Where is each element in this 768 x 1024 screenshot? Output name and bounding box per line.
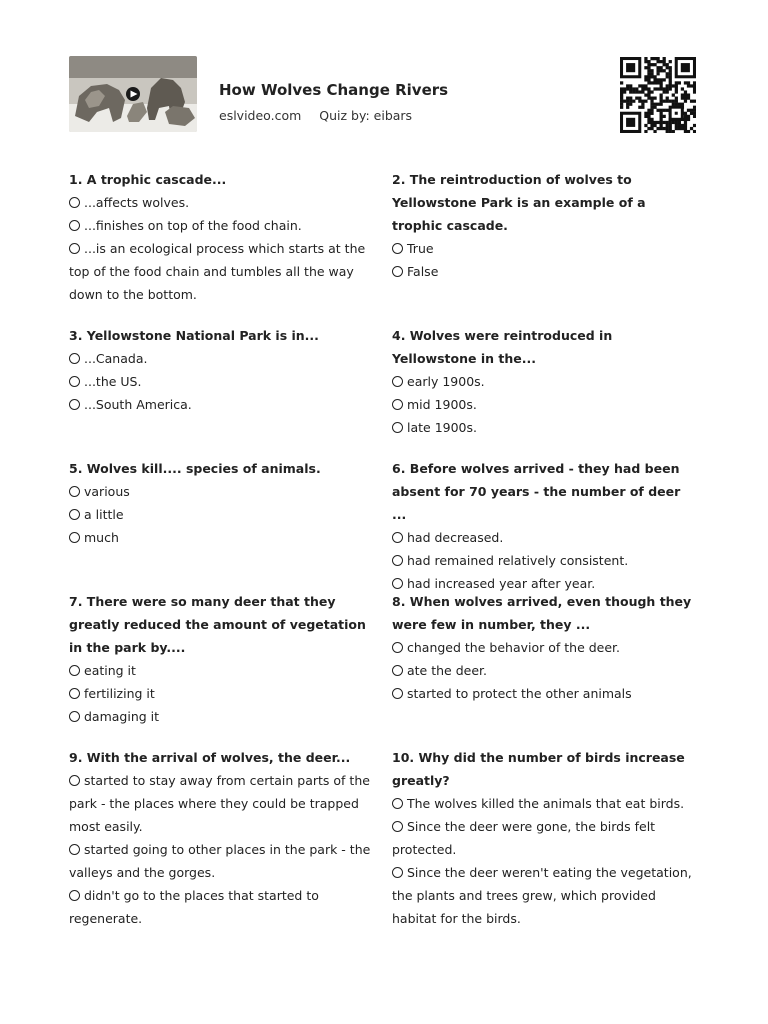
radio-icon[interactable] — [69, 399, 80, 410]
question-8-option-b[interactable]: ate the deer. — [392, 659, 698, 682]
question-1 — [69, 168, 375, 306]
question-8-option-c[interactable]: started to protect the other animals — [392, 682, 698, 705]
quiz-author: Quiz by: eibars — [319, 108, 413, 123]
radio-icon[interactable] — [69, 243, 80, 254]
question-10-option-c[interactable]: Since the deer weren't eating the vegetation, the plants and trees grew, which provided habitat for the birds. — [392, 865, 692, 926]
question-7-option-a[interactable]: eating it — [69, 659, 375, 682]
source-line — [219, 108, 412, 123]
question-8 — [392, 590, 698, 705]
radio-icon[interactable] — [69, 711, 80, 722]
question-6 — [392, 457, 698, 595]
radio-icon[interactable] — [69, 775, 80, 786]
question-5-option-a[interactable]: various — [69, 480, 375, 503]
question-5-option-c[interactable]: much — [69, 526, 375, 549]
radio-icon[interactable] — [392, 555, 403, 566]
radio-icon[interactable] — [392, 578, 403, 589]
radio-icon[interactable] — [69, 844, 80, 855]
worksheet-header — [69, 56, 699, 132]
question-3-option-a[interactable]: ...Canada. — [69, 347, 375, 370]
question-10 — [392, 746, 698, 930]
radio-icon[interactable] — [392, 688, 403, 699]
question-8-option-a[interactable]: changed the behavior of the deer. — [392, 636, 698, 659]
question-4-option-b[interactable]: mid 1900s. — [392, 393, 698, 416]
question-8-title: 8. When wolves arrived, even though they were few in number, they ... — [392, 594, 692, 632]
qr-code — [620, 57, 696, 133]
question-6-option-b[interactable]: had remained relatively consistent. — [392, 549, 698, 572]
question-4-option-c[interactable]: late 1900s. — [392, 416, 698, 439]
radio-icon[interactable] — [392, 665, 403, 676]
worksheet-title: How Wolves Change Rivers — [219, 81, 449, 99]
question-6-option-a[interactable]: had decreased. — [392, 526, 698, 549]
question-10-title: 10. Why did the number of birds increase greatly? — [392, 750, 685, 788]
video-thumbnail[interactable] — [69, 56, 197, 132]
question-3-title: 3. Yellowstone National Park is in... — [69, 328, 319, 343]
question-6-option-c[interactable]: had increased year after year. — [392, 572, 698, 595]
question-7 — [69, 590, 375, 728]
question-3 — [69, 324, 375, 416]
radio-icon[interactable] — [392, 821, 403, 832]
radio-icon[interactable] — [392, 532, 403, 543]
question-6-title: 6. Before wolves arrived - they had been absent for 70 years - the number of deer ... — [392, 461, 681, 522]
question-1-title: 1. A trophic cascade... — [69, 172, 227, 187]
radio-icon[interactable] — [69, 197, 80, 208]
question-1-option-b[interactable]: ...finishes on top of the food chain. — [69, 214, 375, 237]
question-9-option-a[interactable]: started to stay away from certain parts of the park - the places where they could be trapped most easily. — [69, 773, 370, 834]
question-3-option-b[interactable]: ...the US. — [69, 370, 375, 393]
question-1-option-c[interactable]: ...is an ecological process which starts at the top of the food chain and tumbles all the way down to the bottom. — [69, 241, 366, 302]
question-10-option-b[interactable]: Since the deer were gone, the birds felt protected. — [392, 819, 656, 857]
question-2-option-a[interactable]: True — [392, 237, 698, 260]
question-9-option-b[interactable]: started going to other places in the park - the valleys and the gorges. — [69, 842, 371, 880]
question-7-option-c[interactable]: damaging it — [69, 705, 375, 728]
radio-icon[interactable] — [392, 399, 403, 410]
question-4-title: 4. Wolves were reintroduced in Yellowstone in the... — [392, 328, 613, 366]
radio-icon[interactable] — [392, 422, 403, 433]
question-7-option-b[interactable]: fertilizing it — [69, 682, 375, 705]
question-1-option-a[interactable]: ...affects wolves. — [69, 191, 375, 214]
radio-icon[interactable] — [69, 688, 80, 699]
question-3-option-c[interactable]: ...South America. — [69, 393, 375, 416]
question-2 — [392, 168, 698, 283]
question-9-option-c[interactable]: didn't go to the places that started to regenerate. — [69, 888, 319, 926]
question-4 — [392, 324, 698, 439]
question-10-option-a[interactable]: The wolves killed the animals that eat birds. — [392, 792, 698, 815]
question-5-title: 5. Wolves kill.... species of animals. — [69, 461, 321, 476]
question-4-option-a[interactable]: early 1900s. — [392, 370, 698, 393]
radio-icon[interactable] — [69, 353, 80, 364]
radio-icon[interactable] — [69, 486, 80, 497]
radio-icon[interactable] — [69, 532, 80, 543]
question-9 — [69, 746, 375, 930]
question-5-option-b[interactable]: a little — [69, 503, 375, 526]
question-5 — [69, 457, 375, 549]
radio-icon[interactable] — [392, 243, 403, 254]
radio-icon[interactable] — [392, 798, 403, 809]
radio-icon[interactable] — [69, 220, 80, 231]
radio-icon[interactable] — [69, 509, 80, 520]
radio-icon[interactable] — [69, 376, 80, 387]
site-name[interactable]: eslvideo.com — [219, 108, 302, 123]
radio-icon[interactable] — [69, 665, 80, 676]
question-7-title: 7. There were so many deer that they greatly reduced the amount of vegetation in the park by.... — [69, 594, 366, 655]
radio-icon[interactable] — [392, 867, 403, 878]
question-9-title: 9. With the arrival of wolves, the deer... — [69, 750, 351, 765]
radio-icon[interactable] — [69, 890, 80, 901]
radio-icon[interactable] — [392, 376, 403, 387]
question-2-title: 2. The reintroduction of wolves to Yellowstone Park is an example of a trophic cascade. — [392, 172, 646, 233]
radio-icon[interactable] — [392, 266, 403, 277]
question-2-option-b[interactable]: False — [392, 260, 698, 283]
radio-icon[interactable] — [392, 642, 403, 653]
